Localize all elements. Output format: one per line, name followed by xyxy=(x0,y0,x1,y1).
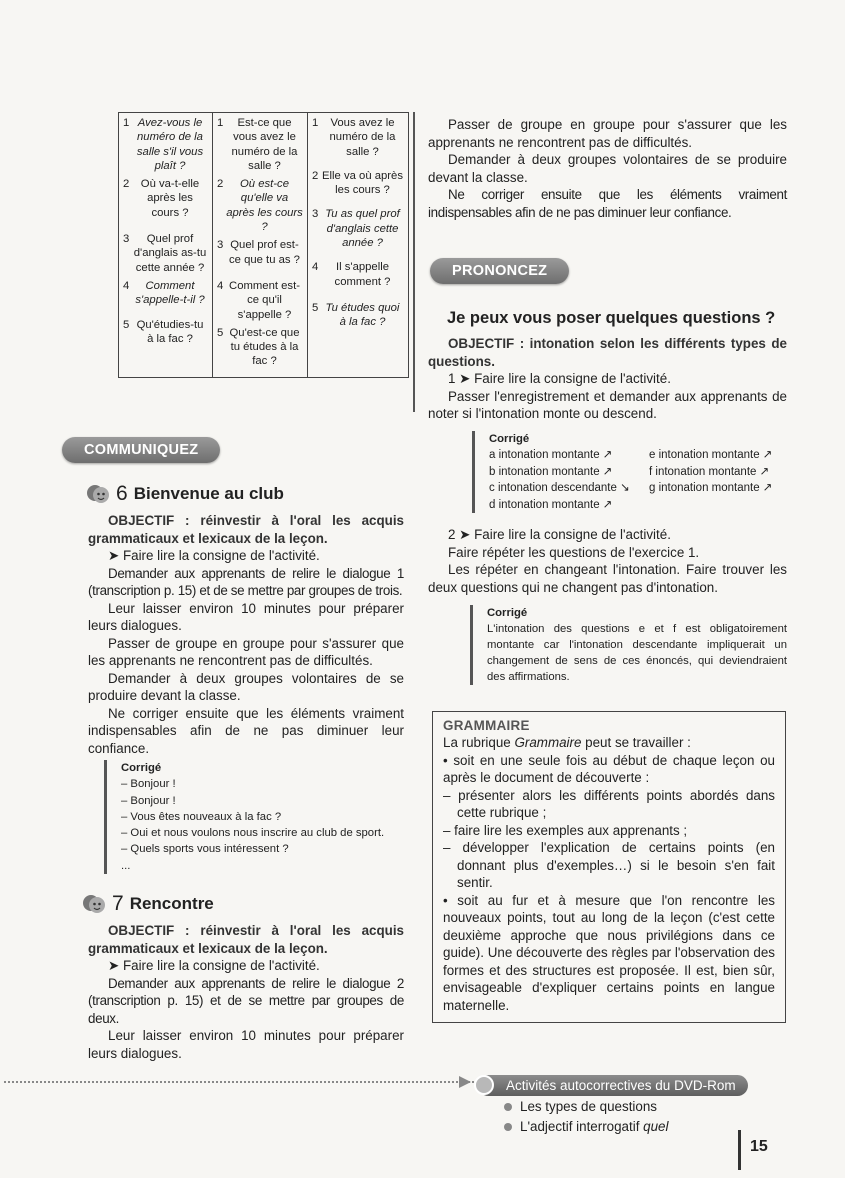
step-2: 2 ➤ Faire lire la consigne de l'activité. xyxy=(448,527,671,542)
answer-item: c intonation descendante ↘ xyxy=(489,482,630,495)
answer-item: a intonation montante ↗ xyxy=(489,449,613,462)
step-2-body xyxy=(428,526,787,596)
paragraph: Faire répéter les questions de l'exercice 1. xyxy=(448,544,700,560)
table-cell: 4 Comment est-ce qu'il s'appelle ? xyxy=(217,279,300,321)
table-column-1 xyxy=(119,113,213,378)
paragraph: Les répéter en changeant l'intonation. Faire trouver les deux questions qui ne changent pas d'intonation. xyxy=(428,562,787,595)
table-row xyxy=(119,113,409,378)
bullet-icon xyxy=(504,1123,512,1131)
dvd-disc-icon xyxy=(474,1075,494,1095)
corrige-title: Corrigé xyxy=(489,433,530,445)
table-cell: 4 Il s'appelle comment ? xyxy=(312,261,391,288)
paragraph: Demander à deux groupes volontaires de se produire devant la classe. xyxy=(428,152,787,185)
corrige-6 xyxy=(104,760,421,874)
table-cell: 2 Elle va où après les cours ? xyxy=(312,169,403,197)
grammaire-subitem: – développer l'explication de certains points (en donnant plus d'exemples…) si le besoin s'en fait sentir. xyxy=(443,840,775,890)
grammaire-title: GRAMMAIRE xyxy=(443,718,530,733)
table-cell: 2 Où va-t-elle après les cours ? xyxy=(123,178,200,219)
theatre-masks-icon xyxy=(86,484,110,504)
grammaire-subitem: – faire lire les exemples aux apprenants ; xyxy=(443,822,688,838)
dialogue-line: – Vous êtes nouveaux à la fac ? xyxy=(121,810,282,823)
corrige-intonation xyxy=(472,431,799,513)
section-7-title: 7 Rencontre xyxy=(82,892,214,916)
grammaire-subitem: – présenter alors les différents points abordés dans cette rubrique ; xyxy=(443,787,775,820)
list-item: L'adjectif interrogatif quel xyxy=(504,1117,668,1137)
question-forms-table xyxy=(118,112,409,378)
paragraph: Leur laisser environ 10 minutes pour préparer leurs dialogues. xyxy=(88,1028,404,1061)
dialogue-line: ... xyxy=(121,859,131,872)
table-column-3 xyxy=(308,113,409,378)
arrow-right-icon xyxy=(458,1075,472,1089)
answer-item: e intonation montante ↗ xyxy=(649,449,773,462)
intonation-answers xyxy=(489,447,799,513)
table-cell: 1 Vous avez le numéro de la salle ? xyxy=(312,117,396,158)
corrige-title: Corrigé xyxy=(487,607,528,619)
section-7-body xyxy=(88,922,404,1062)
dvd-rom-bar: Activités autocorrectives du DVD-Rom xyxy=(478,1075,748,1096)
objectif-prononcez: OBJECTIF : intonation selon les différents types de questions. xyxy=(428,336,787,369)
dotted-leader xyxy=(4,1081,474,1083)
paragraph: Passer de groupe en groupe pour s'assurer que les apprenants ne rencontrent pas de difficultés. xyxy=(428,117,787,150)
paragraph: Demander aux apprenants de relire le dialogue 2 (transcription p. 15) et de se mettre par groupes de deux. xyxy=(88,975,404,1026)
section-heading: Je peux vous poser quelques questions ? xyxy=(447,309,776,327)
table-cell: 3 Quel prof est-ce que tu as ? xyxy=(217,239,300,266)
section-6-title: 6 Bienvenue au club xyxy=(86,482,284,506)
step-6: ➤ Faire lire la consigne de l'activité. xyxy=(108,548,320,563)
answer-item: g intonation montante ↗ xyxy=(649,482,773,495)
prononcez-banner: PRONONCEZ xyxy=(430,258,569,284)
page-number-rule xyxy=(738,1130,741,1170)
paragraph: Passer de groupe en groupe pour s'assurer que les apprenants ne rencontrent pas de difficultés. xyxy=(88,635,404,668)
table-cell: 5 Tu études quoi à la fac ? xyxy=(312,301,400,329)
answer-item: b intonation montante ↗ xyxy=(489,465,613,478)
step-1: 1 ➤ Faire lire la consigne de l'activité. xyxy=(448,371,671,386)
theatre-masks-icon xyxy=(82,894,106,914)
paragraph: Demander à deux groupes volontaires de se produire devant la classe. xyxy=(88,670,404,703)
dialogue-line: – Bonjour ! xyxy=(121,794,176,807)
list-item: Les types de questions xyxy=(504,1097,668,1117)
table-cell: 2 Où est-ce qu'elle va après les cours ? xyxy=(217,178,303,234)
step-7: ➤ Faire lire la consigne de l'activité. xyxy=(108,958,320,973)
communiquez-banner: COMMUNIQUEZ xyxy=(62,437,220,463)
dialogue-line: – Quels sports vous intéressent ? xyxy=(121,843,289,856)
page-number: 15 xyxy=(750,1138,768,1155)
paragraph: Demander aux apprenants de relire le dialogue 1 (transcription p. 15) et de se mettre par groupes de trois. xyxy=(88,565,404,598)
paragraph: Ne corriger ensuite que les éléments vraiment indispensables afin de ne pas diminuer leur confiance. xyxy=(88,705,404,756)
prononcez-body xyxy=(428,335,787,423)
objectif-7: OBJECTIF : réinvestir à l'oral les acquis grammaticaux et lexicaux de la leçon. xyxy=(88,923,404,956)
right-intro xyxy=(428,116,787,221)
answer-item: d intonation montante ↗ xyxy=(489,498,613,511)
table-cell: 5 Qu'étudies-tu à la fac ? xyxy=(123,318,204,345)
table-column-2 xyxy=(213,113,308,378)
grammaire-box xyxy=(432,711,786,1023)
grammaire-bullet: • soit au fur et à mesure que l'on rencontre les nouveaux points, tout au long de la leçon (c'est cette deuxième approche que nous privilégions dans ce guide). Une découverte des règles par l'observation des formes et des structures est proposée. Il est, bien sûr, envisageable d'expliquer certains points en langue maternelle. xyxy=(443,892,775,1013)
paragraph: Passer l'enregistrement et demander aux apprenants de noter si l'intonation monte ou descend. xyxy=(428,388,787,421)
table-cell: 1 Est-ce que vous avez le numéro de la salle ? xyxy=(217,117,298,172)
grammaire-intro: La rubrique Grammaire peut se travailler : xyxy=(443,735,691,750)
table-cell: 3 Quel prof d'anglais as-tu cette année ? xyxy=(123,233,207,274)
table-cell: 1 Avez-vous le numéro de la salle s'il vous plaît ? xyxy=(123,117,204,172)
section-6-body xyxy=(88,512,404,757)
table-cell: 4 Comment s'appelle-t-il ? xyxy=(123,279,205,307)
corrige-title: Corrigé xyxy=(121,762,162,774)
paragraph: Leur laisser environ 10 minutes pour préparer leurs dialogues. xyxy=(88,600,404,633)
answer-item: f intonation montante ↗ xyxy=(649,465,770,478)
corrige-text: L'intonation des questions e et f est obligatoirement montante car l'intonation descendante impliquerait un changement de sens de ces énoncés, qui deviendraient des affirmations. xyxy=(487,623,787,683)
objectif-6: OBJECTIF : réinvestir à l'oral les acquis grammaticaux et lexicaux de la leçon. xyxy=(88,513,404,546)
dialogue-line: – Oui et nous voulons nous inscrire au club de sport. xyxy=(121,827,385,840)
column-rule xyxy=(413,112,415,412)
table-cell: 3 Tu as quel prof d'anglais cette année ? xyxy=(312,208,400,250)
table-cell: 5 Qu'est-ce que tu études à la fac ? xyxy=(217,326,300,368)
dialogue-line: – Bonjour ! xyxy=(121,778,176,791)
dvd-activities-list xyxy=(504,1097,668,1137)
corrige-step-2 xyxy=(470,605,787,685)
bullet-icon xyxy=(504,1103,512,1111)
grammaire-bullet: • soit en une seule fois au début de chaque leçon ou après le document de découverte : xyxy=(443,752,775,785)
paragraph: Ne corriger ensuite que les éléments vraiment indispensables afin de ne pas diminuer leur confiance. xyxy=(428,187,787,220)
